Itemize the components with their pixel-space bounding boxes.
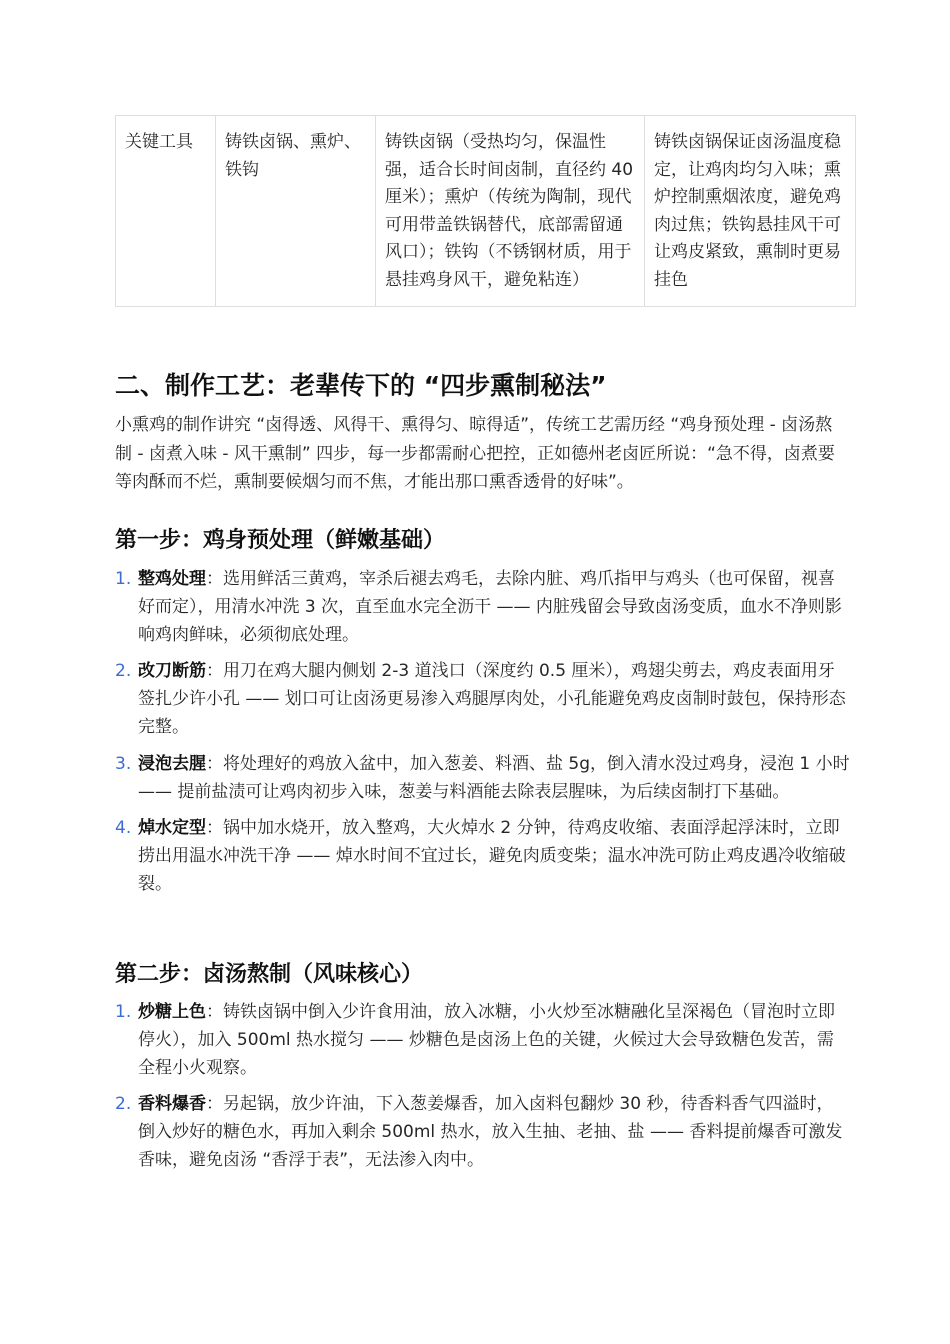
list-number: 3.: [115, 753, 132, 774]
list-item: [115, 815, 850, 898]
list-item-label: 整鸡处理: [138, 569, 206, 589]
list-item: [115, 658, 850, 741]
step1-list: [115, 566, 850, 899]
section-heading-craft: 二、制作工艺：老辈传下的 “四步熏制秘法”: [115, 371, 607, 400]
list-item-label: 炒糖上色: [138, 1002, 206, 1022]
step2-list: [115, 999, 850, 1175]
section-intro-paragraph: 小熏鸡的制作讲究 “卤得透、风得干、熏得匀、晾得适”，传统工艺需历经 “鸡身预处理 - 卤汤熬制 - 卤煮入味 - 风干熏制” 四步，每一步都需耐心把控，正如德州老卤匠所说：“急不得，卤煮要等肉酥而不烂，熏制要候烟匀而不焦，才能出那口熏香透骨的好味”。: [115, 415, 835, 492]
tools-table: [115, 115, 856, 307]
list-item-text: ：另起锅，放少许油，下入葱姜爆香，加入卤料包翻炒 30 秒，待香料香气四溢时，倒入炒好的糖色水，再加入剩余 500ml 热水，放入生抽、老抽、盐 —— 香料提前爆香可激发香味，避免卤汤 “香浮于表”，无法渗入肉中。: [138, 1094, 843, 1170]
list-item-label: 浸泡去腥: [138, 753, 206, 774]
table-row: [116, 116, 856, 307]
step1-heading: 第一步：鸡身预处理（鲜嫩基础）: [115, 528, 446, 553]
list-item-label: 改刀断筋: [138, 661, 206, 682]
list-item: [115, 999, 850, 1082]
list-number: 2.: [115, 661, 132, 682]
list-item-text: ：将处理好的鸡放入盆中，加入葱姜、料酒、盐 5g，倒入清水没过鸡身，浸泡 1 小时 —— 提前盐渍可让鸡肉初步入味，葱姜与料酒能去除表层腥味，为后续卤制打下基础。: [138, 753, 850, 802]
list-item-text: ：选用鲜活三黄鸡，宰杀后褪去鸡毛，去除内脏、鸡爪指甲与鸡头（也可保留，视喜好而定），用清水冲洗 3 次，直至血水完全沥干 —— 内脏残留会导致卤汤变质，血水不净则影响鸡肉鲜味，必须彻底处理。: [138, 569, 842, 645]
table-cell-purpose: 铸铁卤锅保证卤汤温度稳定，让鸡肉均匀入味；熏炉控制熏烟浓度，避免鸡肉过焦；铁钩悬挂风干可让鸡皮紧致，熏制时更易挂色: [645, 116, 856, 307]
step2-heading: 第二步：卤汤熬制（风味核心）: [115, 962, 424, 987]
list-item-label: 香料爆香: [138, 1094, 206, 1115]
list-item-label: 焯水定型: [138, 818, 206, 839]
list-item: [115, 1091, 850, 1174]
list-item-text: ：铸铁卤锅中倒入少许食用油，放入冰糖，小火炒至冰糖融化呈深褐色（冒泡时立即停火），加入 500ml 热水搅匀 —— 炒糖色是卤汤上色的关键，火候过大会导致糖色发苦，需全程小火观察。: [138, 1002, 835, 1078]
list-item-text: ：锅中加水烧开，放入整鸡，大火焯水 2 分钟，待鸡皮收缩、表面浮起浮沫时，立即捞出用温水冲洗干净 —— 焯水时间不宜过长，避免肉质变柴；温水冲洗可防止鸡皮遇冷收缩破裂。: [138, 818, 846, 894]
list-item: [115, 566, 850, 649]
list-number: 1.: [115, 1002, 132, 1022]
table-cell-details: 铸铁卤锅（受热均匀，保温性强，适合长时间卤制，直径约 40 厘米）；熏炉（传统为陶制，现代可用带盖铁锅替代，底部需留通风口）；铁钩（不锈钢材质，用于悬挂鸡身风干，避免粘连）: [376, 116, 645, 307]
list-number: 2.: [115, 1094, 132, 1115]
list-number: 1.: [115, 569, 132, 589]
table-cell-category: 关键工具: [116, 116, 216, 307]
list-item-text: ：用刀在鸡大腿内侧划 2-3 道浅口（深度约 0.5 厘米），鸡翅尖剪去，鸡皮表面用牙签扎少许小孔 —— 划口可让卤汤更易渗入鸡腿厚肉处，小孔能避免鸡皮卤制时鼓包，保持形态完整。: [138, 661, 846, 737]
list-number: 4.: [115, 818, 132, 839]
table-cell-items: 铸铁卤锅、熏炉、铁钩: [216, 116, 376, 307]
list-item: [115, 751, 850, 807]
